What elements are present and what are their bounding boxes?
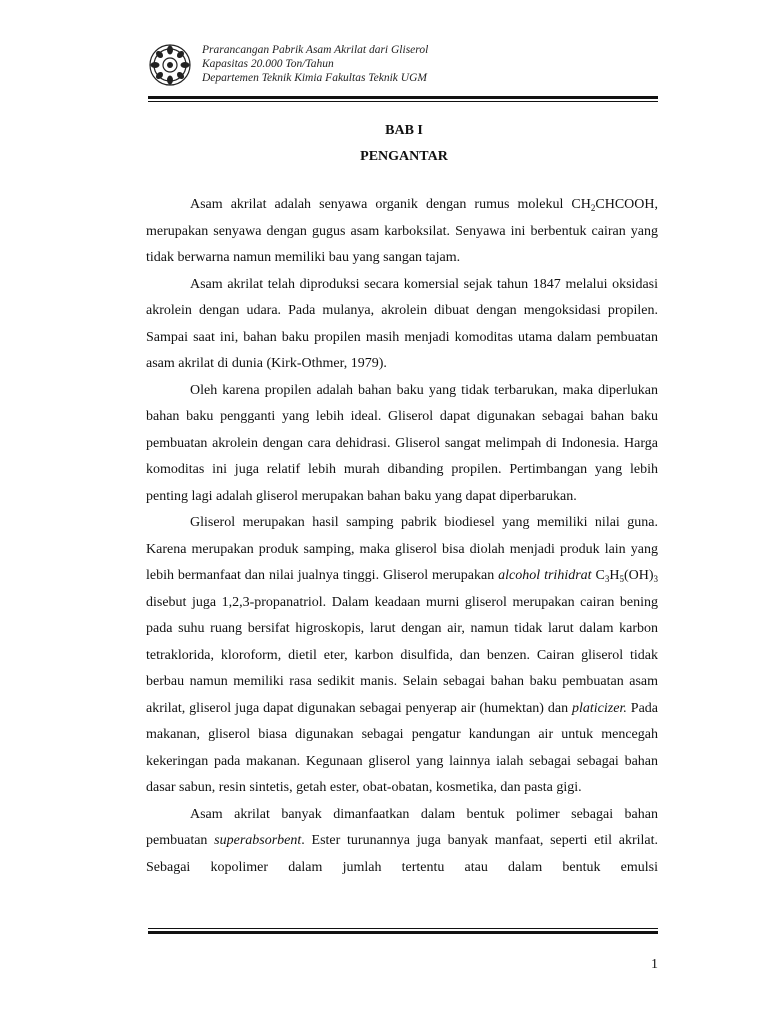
header-rule-thin (148, 101, 658, 102)
italic-term: alcohol trihidrat (498, 568, 592, 583)
running-header (148, 43, 658, 95)
paragraph-5: Asam akrilat banyak dimanfaatkan dalam bentuk polimer sebagai bahan pembuatan superabsorbent. Ester turunannya juga banyak manfaat, seperti etil akrilat. Sebagai kopolimer dalam jumlah tertentu atau dalam bentuk emulsi (146, 806, 659, 875)
header-text (202, 43, 428, 85)
paragraph-1: Asam akrilat adalah senyawa organik dengan rumus molekul $CH_2CHCOOH$, merupakan senyawa dengan gugus asam karboksilat. Senyawa ini berbentuk cairan yang tidak berwarna namun memiliki bau yang sangan tajam. (146, 197, 658, 265)
header-line-1: Prarancangan Pabrik Asam Akrilat dari Gliserol (202, 44, 429, 56)
italic-term: platicizer. (572, 700, 627, 716)
university-seal-icon (148, 43, 192, 87)
header-line-2: Kapasitas 20.000 Ton/Tahun (202, 58, 334, 70)
paragraph-3: Oleh karena propilen adalah bahan baku yang tidak terbarukan, maka diperlukan bahan baku pengganti yang lebih ideal. Gliserol dapat digunakan sebagai bahan baku pembuatan akrolein dengan cara dehidrasi. Gliserol sangat melimpah di Indonesia. Harga komoditas ini juga relatif lebih murah dibanding propilen. Pertimbangan yang lebih penting lagi adalah gliserol merupakan bahan baku yang dapat diperbarukan. (146, 382, 658, 504)
page-number: 1 (651, 957, 658, 972)
paragraph-2: Asam akrilat telah diproduksi secara komersial sejak tahun 1847 melalui oksidasi akrolein dengan udara. Pada mulanya, akrolein dibuat dengan mengoksidasi propilen. Sampai saat ini, bahan baku propilen masih menjadi komoditas utama dalam pembuatan asam akrilat di dunia (Kirk-Othmer, 1979). (146, 276, 658, 371)
header-rule-thick (148, 96, 658, 99)
chapter-number: BAB I (385, 123, 423, 138)
body-text (146, 192, 658, 881)
header-line-3: Departemen Teknik Kimia Fakultas Teknik UGM (202, 72, 427, 84)
footer-rule-thin (148, 928, 658, 929)
paragraph-4: Gliserol merupakan hasil samping pabrik biodiesel yang memiliki nilai guna. Karena merupakan produk samping, maka gliserol bisa diolah menjadi produk lain yang lebih bermanfaat dan nilai jualnya tinggi. Gliserol merupakan alcohol trihidrat $C_3H_5(OH)_3$ disebut juga 1,2,3-propanatriol. Dalam keadaan murni gliserol merupakan cairan bening pada suhu ruang bersifat higroskopis, larut dengan air, namun tidak larut dalam karbon tetraklorida, kloroform, dietil eter, karbon disulfida, dan benzen. Cairan gliserol tidak berbau namun memiliki rasa sedikit manis. Selain sebagai bahan baku pembuatan asam akrilat, gliserol juga dapat digunakan sebagai penyerap air (humektan) dan platicizer. Pada makanan, gliserol biasa digunakan sebagai pengatur kandungan air untuk mencegah kekeringan pada makanan. Kegunaan gliserol yang lainnya ialah sebagai sebagai bahan dasar sabun, resin sintetis, getah ester, obat-obatan, kosmetika, dan pasta gigi. (146, 515, 659, 795)
italic-term: superabsorbent (214, 833, 302, 848)
footer-rule-thick (148, 931, 658, 934)
chapter-title: PENGANTAR (360, 149, 448, 164)
